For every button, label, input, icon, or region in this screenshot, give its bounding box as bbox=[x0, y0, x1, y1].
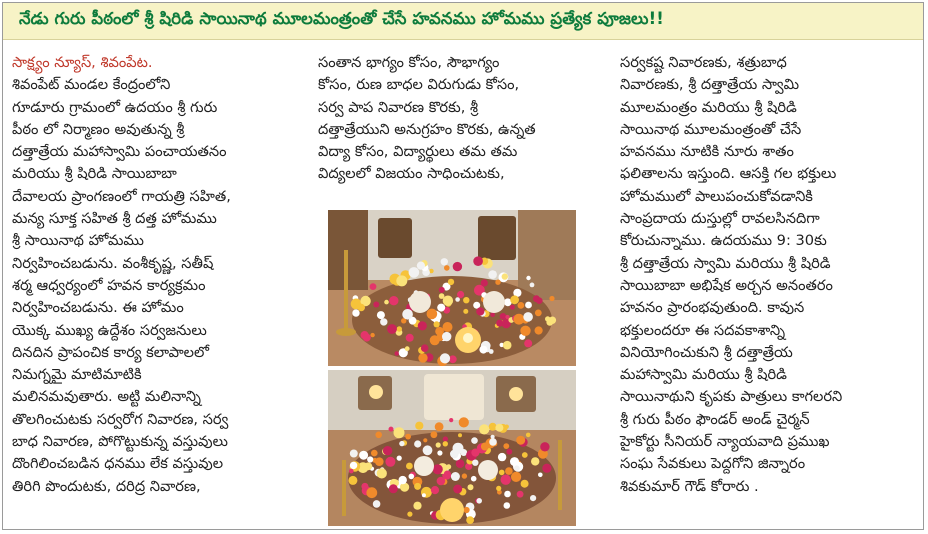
flower-petal bbox=[389, 427, 394, 432]
flower-petal bbox=[371, 450, 378, 457]
flower-petal bbox=[451, 472, 460, 481]
column-1-line: దేవాలయ ప్రాంగణంలో గాయత్రి సహిత, bbox=[12, 187, 231, 205]
flower-petal bbox=[414, 483, 421, 490]
flower-petal bbox=[405, 346, 410, 351]
flower-petal bbox=[444, 471, 451, 478]
flower-petal bbox=[449, 418, 453, 422]
flower-petal bbox=[530, 283, 535, 288]
flower-petal bbox=[495, 424, 503, 432]
flower-petal bbox=[395, 351, 400, 356]
column-1-line: నిర్వహించబడును. వంశీకృష్ణ, సతీష్ bbox=[12, 254, 214, 272]
flower-petal bbox=[414, 440, 421, 447]
column-3-line: వినియోగించుకుని శ్రీ దత్తాత్రేయ bbox=[620, 343, 793, 361]
column-3-line: శివకుమార్ గౌడ్ కోరారు . bbox=[620, 477, 759, 495]
flower-petal bbox=[472, 460, 478, 466]
flower-petal bbox=[350, 462, 357, 469]
flower-petal bbox=[446, 464, 451, 469]
flower-petal bbox=[431, 486, 439, 494]
flower-petal bbox=[413, 502, 421, 510]
flower-petal bbox=[370, 283, 377, 290]
flower-petal bbox=[373, 500, 381, 508]
flower-petal bbox=[421, 344, 429, 352]
flower-petal bbox=[437, 450, 442, 455]
flower-petal bbox=[389, 484, 398, 493]
flower-petal bbox=[437, 477, 446, 486]
flower-petal bbox=[496, 486, 501, 491]
flower-petal bbox=[383, 446, 392, 455]
flower-petal bbox=[502, 273, 508, 279]
flower-petal bbox=[459, 417, 469, 427]
flower-petal bbox=[349, 469, 354, 474]
flower-petal bbox=[352, 309, 359, 316]
article-column-1 bbox=[12, 52, 308, 498]
flower-petal bbox=[423, 438, 427, 442]
flower-petal bbox=[510, 295, 519, 304]
flower-petal bbox=[500, 313, 507, 320]
flower-petal bbox=[409, 474, 415, 480]
flower-petal bbox=[380, 318, 387, 325]
flower-petal bbox=[443, 441, 448, 446]
flower-petal bbox=[364, 462, 372, 470]
flower-petal bbox=[463, 309, 468, 314]
flower-petal bbox=[367, 456, 373, 462]
column-1-line: పీఠం లో నిర్మాణం అవుతున్న శ్రీ bbox=[12, 120, 185, 138]
flower-petal bbox=[526, 433, 531, 438]
article-column-2 bbox=[318, 52, 608, 186]
column-1-line: శర్మ ఆధ్వర్యంలో హవన కార్యక్రమం bbox=[12, 276, 206, 294]
flower-petal bbox=[384, 300, 389, 305]
flower-petal bbox=[396, 275, 407, 286]
column-1-line: దినదిన ప్రాపంచిక కార్య కలాపాలలో bbox=[12, 343, 210, 361]
column-3-line: శ్రీ దత్తాత్రేయ స్వామి మరియు శ్రీ షిరిడి bbox=[620, 254, 831, 272]
flower-petal bbox=[350, 450, 358, 458]
flower-petal bbox=[499, 470, 505, 476]
flower-petal bbox=[406, 463, 413, 470]
column-3-line: సాంప్రదాయ దుస్తుల్లో రావలసినదిగా bbox=[620, 210, 820, 228]
column-1-line: దొంగిలించబడిన ధనము లేక వస్తువుల bbox=[12, 455, 224, 473]
flower-petal bbox=[496, 320, 503, 327]
flower-petal bbox=[471, 476, 477, 482]
flower-petal bbox=[439, 287, 445, 293]
flower-petal bbox=[385, 457, 395, 467]
flower-petal bbox=[394, 427, 405, 438]
flower-petal bbox=[357, 304, 365, 312]
flower-petal bbox=[463, 297, 469, 303]
flower-petal bbox=[431, 431, 438, 438]
flower-petal bbox=[409, 267, 420, 278]
column-2-line: విద్యా కోసం, విద్యార్థులు తమ తమ bbox=[318, 143, 518, 161]
flower-petal bbox=[443, 436, 448, 441]
homam-altar-photo-1 bbox=[328, 210, 576, 366]
flower-petal bbox=[402, 309, 413, 320]
flower-petal bbox=[517, 491, 524, 498]
column-1-line: నిమగ్నమై మాటిమాటికి bbox=[12, 366, 142, 384]
column-2-line: సర్వ పాప నివారణ కొరకు, శ్రీ bbox=[318, 98, 479, 116]
flower-petal bbox=[464, 507, 470, 513]
flower-petal bbox=[516, 436, 525, 445]
flower-petal bbox=[427, 309, 438, 320]
flower-petal bbox=[433, 464, 443, 474]
column-2-line: విద్యలలో విజయం సాధించుటకు, bbox=[318, 165, 505, 183]
homam-altar-photo-2 bbox=[328, 370, 576, 526]
flower-petal bbox=[535, 326, 543, 334]
column-1-line: బాధ నివారణ, పోగొట్టుకున్న వస్తువులు bbox=[12, 433, 228, 451]
flower-petal bbox=[503, 341, 512, 350]
flower-petal bbox=[418, 321, 427, 330]
flower-petal bbox=[511, 472, 521, 482]
flower-petal bbox=[370, 333, 374, 337]
flower-petal bbox=[503, 443, 509, 449]
flower-petal bbox=[525, 302, 532, 309]
column-3-line: హవనం ప్రారంభవుతుంది. కావున bbox=[620, 299, 805, 317]
flower-petal bbox=[436, 442, 441, 447]
flower-petal bbox=[510, 305, 515, 310]
column-3-line: నివారణకు, శ్రీ దత్తాత్రేయ స్వామి bbox=[620, 76, 800, 94]
flower-petal bbox=[397, 456, 402, 461]
flower-petal bbox=[506, 449, 512, 455]
flower-petal bbox=[448, 279, 454, 285]
flower-petal bbox=[423, 445, 433, 455]
flower-petal bbox=[440, 353, 450, 363]
flower-petal bbox=[522, 452, 528, 458]
column-1-line: దత్తాత్రేయ మహాస్వామి పంచాయతనం bbox=[12, 143, 227, 161]
flower-petal bbox=[466, 516, 474, 524]
flower-petal bbox=[442, 332, 451, 341]
flower-petal bbox=[418, 353, 427, 362]
flower-petal bbox=[407, 512, 412, 517]
flower-petal bbox=[514, 314, 525, 325]
flower-petal bbox=[389, 296, 398, 305]
flower-petal bbox=[498, 453, 506, 461]
flower-petal bbox=[549, 296, 554, 301]
column-3-line: భక్తులందరూ ఈ సదవకాశాన్ని bbox=[620, 321, 786, 339]
flower-petal bbox=[434, 321, 440, 327]
flower-petal bbox=[422, 493, 426, 497]
flower-petal bbox=[523, 312, 533, 322]
column-1-line: మరియు శ్రీ షిరిడి సాయిబాబా bbox=[12, 165, 177, 183]
column-1-line: తొలగించుటకు సర్వరోగ నివారణ, సర్వ bbox=[12, 410, 229, 428]
flower-petal bbox=[443, 296, 453, 306]
flower-petal bbox=[489, 438, 497, 446]
flower-petal bbox=[476, 498, 482, 504]
column-1-line: నిర్వహించబడును. ఈ హోమం bbox=[12, 299, 184, 317]
column-3-line: సర్వకష్ట నివారణకు, శత్రుబాధ bbox=[620, 54, 787, 71]
flower-petal bbox=[530, 495, 536, 501]
flower-petal bbox=[359, 451, 368, 460]
column-1-line: గూడూరు గ్రామంలో ఉదయం శ్రీ గురు bbox=[12, 98, 218, 116]
flower-petal bbox=[366, 487, 377, 498]
column-3-line: మూలమంత్రం మరియు శ్రీ షిరిడి bbox=[620, 98, 797, 116]
column-3-line: సంఘ సేవకులు పెద్దగోని జిన్నారం bbox=[620, 455, 806, 473]
flower-petal bbox=[504, 491, 511, 498]
column-3-line: శ్రీ గురు పీఠం ఫౌండర్ అండ్ చైర్మన్ bbox=[620, 410, 810, 428]
column-3-line: సాయినాథుని కృపకు పాత్రులు కాగలరని bbox=[620, 388, 843, 406]
flower-petal bbox=[373, 302, 379, 308]
headline-bar bbox=[3, 3, 923, 40]
altar-lamps-image bbox=[328, 370, 576, 526]
flower-petal bbox=[405, 434, 411, 440]
flower-petal bbox=[505, 467, 513, 475]
column-1-line: శివంపేట్ మండల కేంద్రంలోని bbox=[12, 76, 171, 94]
flower-petal bbox=[437, 304, 445, 312]
flower-petal bbox=[521, 480, 529, 488]
column-3-line: హోమములో పాలుపంచుకోవడానికి bbox=[620, 187, 813, 205]
flower-petal bbox=[449, 355, 457, 363]
flower-petal bbox=[399, 441, 404, 446]
column-1-line: యొక్క ముఖ్య ఉద్దేశం సర్వజనులు bbox=[12, 321, 207, 339]
flower-petal bbox=[468, 484, 474, 490]
column-2-line: కోసం, రుణ బాధల విరుగుడు కోసం, bbox=[318, 76, 520, 94]
flower-petal bbox=[505, 425, 509, 429]
flower-petal bbox=[348, 476, 357, 485]
flower-petal bbox=[476, 307, 484, 315]
flower-petal bbox=[399, 476, 407, 484]
flower-petal bbox=[397, 326, 402, 331]
flower-petal bbox=[375, 432, 382, 439]
column-3-line: కోరుచున్నాము. ఉదయము 9: 30కు bbox=[620, 232, 827, 250]
flower-petal bbox=[455, 297, 460, 302]
flower-petal bbox=[435, 422, 444, 431]
flower-petal bbox=[514, 465, 520, 471]
altar-flowers-image bbox=[328, 210, 576, 366]
flower-petal bbox=[456, 459, 465, 468]
flower-petal bbox=[549, 317, 556, 324]
flower-petal bbox=[415, 422, 423, 430]
column-3-line: హైకోర్టు సీనియర్ న్యాయవాది ప్రముఖ bbox=[620, 433, 830, 451]
column-1-line: మలినమవుతారు. అట్టి మలినాన్ని bbox=[12, 388, 201, 406]
flower-petal bbox=[531, 457, 539, 465]
flower-petal bbox=[441, 258, 448, 265]
flower-petal bbox=[417, 262, 425, 270]
flower-petal bbox=[540, 442, 549, 451]
column-2-line: సంతాన భాగ్యం కోసం, సౌభాగ్యం bbox=[318, 54, 500, 71]
flower-petal bbox=[488, 270, 497, 279]
column-3-line: మహాస్వామి మరియు శ్రీ షిరిడి bbox=[620, 366, 787, 384]
flower-petal bbox=[375, 457, 384, 466]
flower-petal bbox=[538, 473, 543, 478]
flower-petal bbox=[489, 423, 497, 431]
flower-petal bbox=[458, 433, 462, 437]
column-1-line: మన్య సూక్త సహిత శ్రీ దత్త హోమము bbox=[12, 210, 217, 228]
flower-petal bbox=[406, 334, 414, 342]
flower-petal bbox=[453, 485, 462, 494]
column-1-line: శ్రీ సాయినాథ హోమము bbox=[12, 232, 144, 250]
flower-petal bbox=[453, 262, 462, 271]
flower-petal bbox=[501, 475, 511, 485]
flower-petal bbox=[479, 346, 487, 354]
column-3-line: సాయినాథ మూలమంత్రంతో చేసే bbox=[620, 120, 802, 138]
column-1-line: తిరిగి పొందుటకు, దరిద్ర నివారణ, bbox=[12, 477, 201, 495]
column-3-line: హవనము నూటికి నూరు శాతం bbox=[620, 143, 794, 161]
flower-petal bbox=[481, 279, 488, 286]
flower-petal bbox=[363, 334, 371, 342]
flower-petal bbox=[510, 457, 519, 466]
headline: నేడు గురు పీఠంలో శ్రీ షిరిడి సాయినాథ మూలమంత్రంతో చేసే హవనము హోమము ప్రత్యేక పూజలు!! bbox=[19, 9, 664, 28]
flower-petal bbox=[443, 322, 453, 332]
flower-petal bbox=[542, 464, 551, 473]
flower-petal bbox=[535, 310, 542, 317]
flower-petal bbox=[490, 312, 495, 317]
flower-petal bbox=[471, 437, 478, 444]
flower-petal bbox=[377, 468, 387, 478]
flower-petal bbox=[479, 424, 489, 434]
flower-petal bbox=[518, 302, 525, 309]
flower-petal bbox=[520, 326, 530, 336]
flower-petal bbox=[495, 280, 500, 285]
column-3-line: సాయిబాబా అభిషేక అర్చన అనంతరం bbox=[620, 276, 833, 294]
dateline: సాక్ష్యం న్యూస్, శివంపేట. bbox=[12, 54, 153, 71]
article-column-3 bbox=[620, 52, 916, 498]
flower-petal bbox=[526, 276, 530, 280]
flower-petal bbox=[387, 324, 397, 334]
flower-petal bbox=[524, 339, 532, 347]
column-3-line: ఫలితాలను ఇస్తుంది. ఆసక్తి గల భక్తులు bbox=[620, 165, 837, 183]
flower-petal bbox=[450, 450, 459, 459]
flower-petal bbox=[504, 502, 511, 509]
column-2-line: దత్తాత్రేయుని అనుగ్రహం కొరకు, ఉన్నత bbox=[318, 120, 536, 138]
flower-petal bbox=[473, 256, 483, 266]
flower-petal bbox=[444, 265, 450, 271]
flower-petal bbox=[462, 473, 467, 478]
flower-petal bbox=[361, 483, 368, 490]
flower-petal bbox=[536, 297, 543, 304]
flower-petal bbox=[457, 291, 464, 298]
flower-petal bbox=[377, 311, 385, 319]
